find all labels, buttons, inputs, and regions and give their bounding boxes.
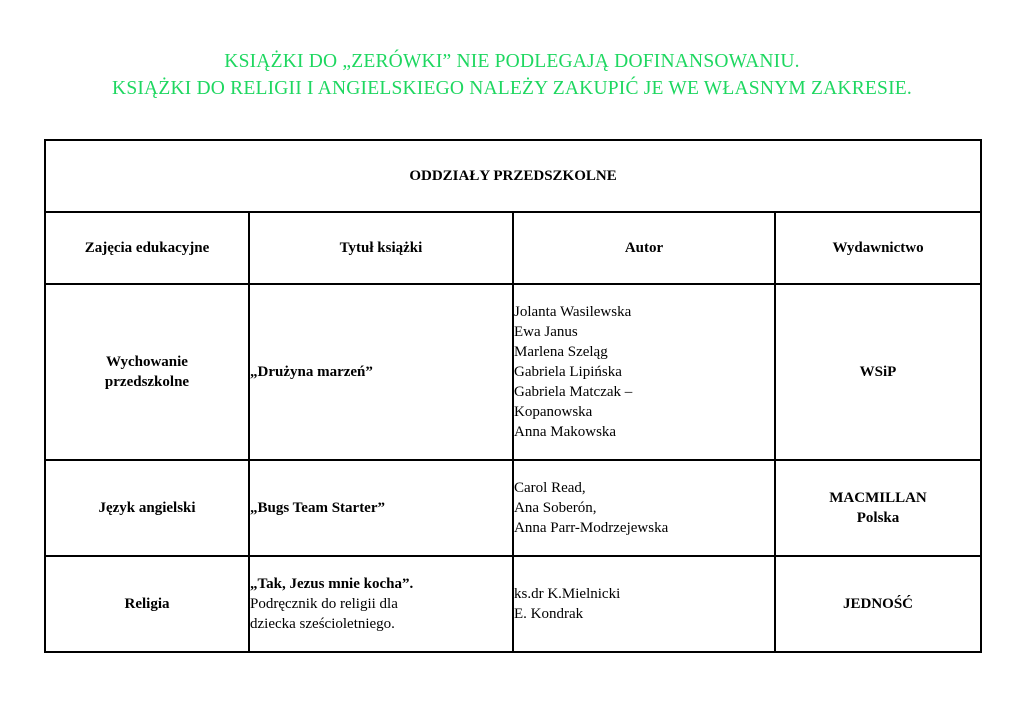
author-line: Carol Read,: [514, 480, 586, 496]
author-line: E. Kondrak: [514, 606, 584, 622]
header-publisher: Wydawnictwo: [775, 212, 981, 284]
subject-line: Język angielski: [98, 500, 196, 516]
publisher-cell: [775, 284, 981, 460]
author-line: Ewa Janus: [514, 324, 578, 340]
author-line: ks.dr K.Mielnicki: [514, 586, 621, 602]
subject-line: Wychowanie: [106, 354, 188, 370]
author-line: Kopanowska: [514, 404, 593, 420]
book-list-table: [44, 139, 982, 653]
subject-line: Religia: [124, 596, 170, 612]
authors-cell: [513, 284, 775, 460]
book-title-cell: [249, 556, 513, 652]
book-title: „Drużyna marzeń”: [250, 364, 373, 380]
header-author: Autor: [513, 212, 775, 284]
table-title: ODDZIAŁY PRZEDSZKOLNE: [45, 140, 981, 212]
author-line: Jolanta Wasilewska: [514, 304, 632, 320]
book-title-cell: [249, 284, 513, 460]
authors-cell: [513, 556, 775, 652]
author-line: Anna Parr-Modrzejewska: [514, 520, 669, 536]
publisher-line: JEDNOŚĆ: [843, 596, 914, 612]
book-title: „Bugs Team Starter”: [250, 500, 385, 516]
publisher-line: Polska: [856, 510, 900, 526]
table-row: [45, 460, 981, 556]
table-row: [45, 556, 981, 652]
book-title-description: Podręcznik do religii dla: [250, 596, 398, 612]
author-line: Ana Soberón,: [514, 500, 597, 516]
author-line: Gabriela Lipińska: [514, 364, 622, 380]
publisher-line: MACMILLAN: [829, 490, 927, 506]
subject-cell: [45, 556, 249, 652]
table-row: [45, 284, 981, 460]
header-subject: Zajęcia edukacyjne: [45, 212, 249, 284]
subject-line: przedszkolne: [104, 374, 190, 390]
author-line: Marlena Szeląg: [514, 344, 608, 360]
publisher-cell: [775, 556, 981, 652]
notice-line-1: KSIĄŻKI DO „ZERÓWKI” NIE PODLEGAJĄ DOFINANSOWANIU.: [224, 51, 800, 72]
subject-cell: [45, 460, 249, 556]
table-title-row: [45, 140, 981, 212]
book-title-cell: [249, 460, 513, 556]
book-title: „Tak, Jezus mnie kocha”.: [250, 576, 414, 592]
table-header-row: [45, 212, 981, 284]
author-line: Gabriela Matczak –: [514, 384, 633, 400]
notice-line-2: KSIĄŻKI DO RELIGII I ANGIELSKIEGO NALEŻY ZAKUPIĆ JE WE WŁASNYM ZAKRESIE.: [112, 78, 912, 99]
authors-cell: [513, 460, 775, 556]
subject-cell: [45, 284, 249, 460]
publisher-cell: [775, 460, 981, 556]
funding-notice: [0, 48, 1024, 102]
publisher-line: WSiP: [859, 364, 897, 380]
book-title-description: dziecka sześcioletniego.: [250, 616, 395, 632]
header-title: Tytuł książki: [249, 212, 513, 284]
author-line: Anna Makowska: [514, 424, 617, 440]
